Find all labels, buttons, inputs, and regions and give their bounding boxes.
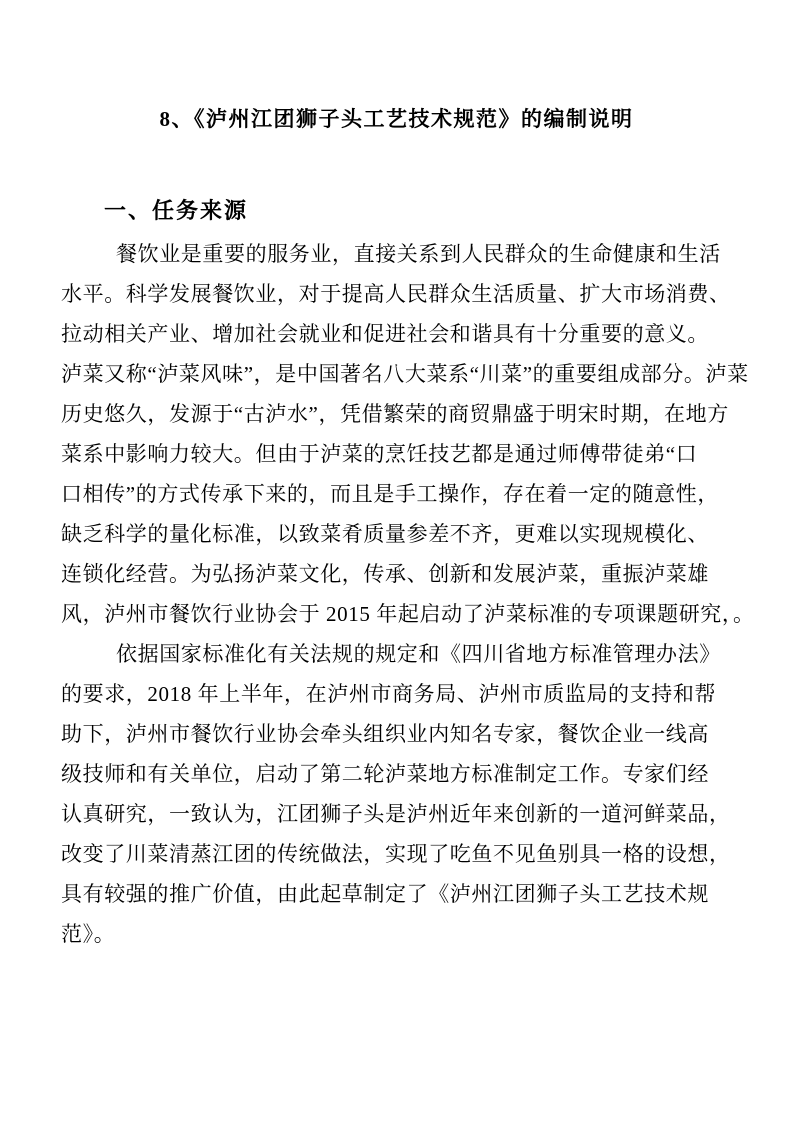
body-line: 认真研究，一致认为，江团狮子头是泸州近年来创新的一道河鲜菜品， (61, 802, 731, 826)
document-body (61, 234, 753, 954)
body-line: 依据国家标准化有关法规的规定和《四川省地方标准管理办法》 (116, 642, 721, 666)
body-line: 改变了川菜清蒸江团的传统做法，实现了吃鱼不见鱼别具一格的设想， (61, 842, 731, 866)
body-line: 水平。科学发展餐饮业，对于提高人民群众生活质量、扩大市场消费、 (61, 282, 731, 306)
body-line: 餐饮业是重要的服务业，直接关系到人民群众的生命健康和生活 (116, 242, 721, 266)
body-line: 拉动相关产业、增加社会就业和促进社会和谐具有十分重要的意义。 (61, 322, 709, 346)
body-line: 泸菜又称“泸菜风味”，是中国著名八大菜系“川菜”的重要组成部分。泸菜 (61, 362, 749, 386)
page-title: 8、《泸州江团狮子头工艺技术规范》的编制说明 (159, 107, 634, 131)
body-line: 缺乏科学的量化标准，以致菜肴质量参差不齐，更难以实现规模化、 (61, 522, 709, 546)
body-line: 连锁化经营。为弘扬泸菜文化，传承、创新和发展泸菜，重振泸菜雄 (61, 562, 709, 586)
body-line: 菜系中影响力较大。但由于泸菜的烹饪技艺都是通过师傅带徒弟“口 (61, 442, 698, 466)
body-line: 助下，泸州市餐饮行业协会牵头组织业内知名专家，餐饮企业一线高 (61, 722, 709, 746)
body-line: 历史悠久，发源于“古泸水”，凭借繁荣的商贸鼎盛于明宋时期，在地方 (61, 402, 729, 426)
body-line: 级技师和有关单位，启动了第二轮泸菜地方标准制定工作。专家们经 (61, 762, 709, 786)
body-line: 范》。 (61, 922, 116, 946)
body-line: 口相传”的方式传承下来的，而且是手工操作，存在着一定的随意性， (61, 482, 719, 506)
body-line: 的要求，2018 年上半年，在泸州市商务局、泸州市质监局的支持和帮 (61, 682, 717, 706)
paragraph-task-source-2 (61, 634, 753, 954)
body-line: 具有较强的推广价值，由此起草制定了《泸州江团狮子头工艺技术规 (61, 882, 709, 906)
section-heading: 一、任务来源 (104, 198, 249, 223)
body-line: 风，泸州市餐饮行业协会于 2015 年起启动了泸菜标准的专项课题研究，。 (61, 602, 755, 626)
paragraph-task-source-1 (61, 234, 753, 634)
